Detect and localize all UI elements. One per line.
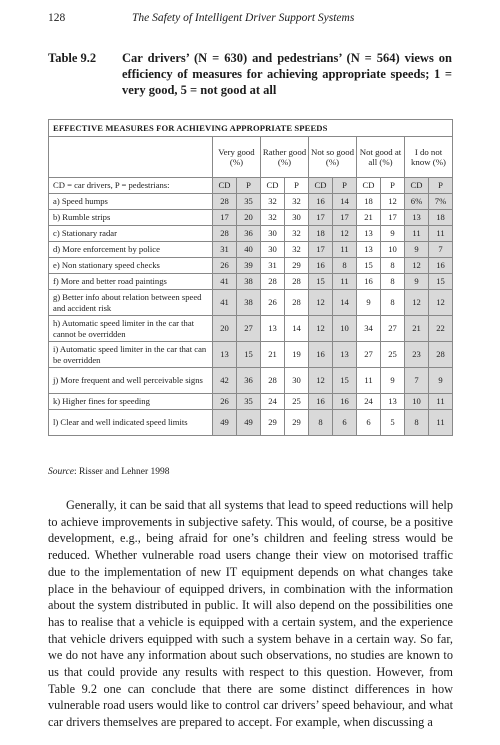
table-cell: 15 [357,258,381,274]
table-cell: 11 [333,274,357,290]
table-cell: 35 [237,194,261,210]
table-cell: 41 [213,274,237,290]
table-cell: 30 [285,368,309,394]
row-label: i) Automatic speed limiter in the car that can be overridden [49,342,213,368]
table-row [49,242,453,258]
running-title: The Safety of Intelligent Driver Support Systems [132,12,355,24]
table-cell: 36 [237,368,261,394]
table-cell: 31 [213,242,237,258]
table-cell: 17 [309,210,333,226]
table-cell: 42 [213,368,237,394]
table-cell: 28 [285,290,309,316]
table-row [49,258,453,274]
table-cell: 13 [381,394,405,410]
table-cell: 34 [357,316,381,342]
table-cell: 27 [357,342,381,368]
subheader-row [49,178,453,194]
table-row [49,410,453,436]
table-cell: 9 [429,368,453,394]
table-cell: 12 [333,226,357,242]
table-cell: 15 [309,274,333,290]
table-cell: 11 [429,410,453,436]
row-label: h) Automatic speed limiter in the car that cannot be overridden [49,316,213,342]
table-cell: 30 [261,226,285,242]
table-cell: 11 [429,394,453,410]
table-cell: 14 [333,290,357,316]
table-cell: 24 [261,394,285,410]
table-cell: 16 [309,394,333,410]
table-cell: 10 [333,316,357,342]
table-cell: 8 [381,290,405,316]
table-cell: 18 [357,194,381,210]
table-cell: 32 [285,242,309,258]
table-cell: 38 [237,274,261,290]
table-cell: 12 [309,316,333,342]
group-header: Very good (%) [213,137,261,178]
row-label: c) Stationary radar [49,226,213,242]
table-cell: 28 [213,226,237,242]
row-label: k) Higher fines for speeding [49,394,213,410]
table-cell: 6 [357,410,381,436]
table-cell: 17 [333,210,357,226]
table-cell: 8 [333,258,357,274]
table-cell: 12 [381,194,405,210]
table-cell: 13 [333,342,357,368]
subheader-cell: P [285,178,309,194]
table-cell: 39 [237,258,261,274]
table-source [48,467,170,477]
row-label: j) More frequent and well perceivable signs [49,368,213,394]
table-cell: 8 [381,258,405,274]
table-cell: 15 [237,342,261,368]
table-cell: 24 [357,394,381,410]
table-cell: 16 [429,258,453,274]
table-cell: 18 [429,210,453,226]
table-cell: 41 [213,290,237,316]
table-cell: 7% [429,194,453,210]
table-cell: 9 [381,226,405,242]
table-row [49,290,453,316]
table-cell: 14 [333,194,357,210]
table-header-blank [49,137,213,178]
table-cell: 31 [261,258,285,274]
table-cell: 19 [285,342,309,368]
table-cell: 6 [333,410,357,436]
table-cell: 15 [429,274,453,290]
subheader-cell: P [333,178,357,194]
row-label: b) Rumble strips [49,210,213,226]
table-cell: 8 [309,410,333,436]
table-cell: 8 [381,274,405,290]
table-cell: 7 [429,242,453,258]
table-caption [48,50,452,98]
table-cell: 13 [357,242,381,258]
table-cell: 12 [309,290,333,316]
group-header: I do not know (%) [405,137,453,178]
table-cell: 9 [381,368,405,394]
table-cell: 21 [357,210,381,226]
table-cell: 28 [261,368,285,394]
table-cell: 14 [285,316,309,342]
table-cell: 21 [261,342,285,368]
group-header: Not good at all (%) [357,137,405,178]
table-cell: 13 [261,316,285,342]
group-header: Rather good (%) [261,137,309,178]
table-cell: 32 [261,194,285,210]
group-header: Not so good (%) [309,137,357,178]
table-cell: 28 [285,274,309,290]
table-cell: 30 [261,242,285,258]
table-cell: 28 [429,342,453,368]
table-caption-label: Table 9.2 [48,51,97,65]
table-cell: 16 [309,342,333,368]
running-head [48,12,452,24]
table-row [49,368,453,394]
table-cell: 27 [237,316,261,342]
table-cell: 49 [237,410,261,436]
table-cell: 25 [285,394,309,410]
table-cell: 9 [405,274,429,290]
subheader-cell: CD [357,178,381,194]
subheader-cell: CD [261,178,285,194]
table-cell: 28 [261,274,285,290]
table-cell: 15 [333,368,357,394]
table-cell: 16 [357,274,381,290]
table-cell: 20 [237,210,261,226]
row-label: l) Clear and well indicated speed limits [49,410,213,436]
table-cell: 9 [357,290,381,316]
table-cell: 16 [333,394,357,410]
table-cell: 17 [381,210,405,226]
table-cell: 12 [309,368,333,394]
table-cell: 35 [237,394,261,410]
table-cell: 30 [285,210,309,226]
subheader-cell: P [429,178,453,194]
table-cell: 10 [405,394,429,410]
table-cell: 36 [237,226,261,242]
table-cell: 17 [309,242,333,258]
source-label: Source [48,467,75,477]
table-cell: 27 [381,316,405,342]
table-cell: 11 [333,242,357,258]
table-row [49,226,453,242]
page-number: 128 [48,12,66,24]
subheader-cell: P [381,178,405,194]
table-cell: 20 [213,316,237,342]
table-cell: 29 [261,410,285,436]
table-cell: 29 [285,410,309,436]
table-caption-text: Car drivers’ (N = 630) and pedestrians’ (N = 564) views on efficiency of measures for achieving appropriate speeds; 1 = very good, 5 = not good at all [122,51,452,97]
table-cell: 13 [405,210,429,226]
source-text: : Risser and Lehner 1998 [74,467,170,477]
table-title: EFFECTIVE MEASURES FOR ACHIEVING APPROPRIATE SPEEDS [49,120,453,137]
table-row [49,274,453,290]
table-cell: 11 [357,368,381,394]
table-cell: 13 [357,226,381,242]
table-cell: 16 [309,194,333,210]
body-paragraph: Generally, it can be said that all systems that lead to speed reductions will help to achieve improvements in subjective safety. This would, of course, be a positive development, e.g., being afraid for one’s children and feeling stress would be reduced. Whether vulnerable road users change their view on motorised traffic due to the implementation of new IT equipment depends on what changes take place in the behaviour of equipped drivers, in combination with the information about the system distributed in public. It will also depend on the possibilities one has to realise that a vehicle is equipped with a certain system, and the experience that vehicle drivers equipped with such a system behave in a certain way. So far, we do not have any information about such observations, no studies are known to us that could provide any results with respect to this question. However, from Table 9.2 one can conclude that there are some distinct differences in how vulnerable road users would like to control car drivers’ speed behaviour, and what car drivers themselves are prepared to accept. For example, when discussing a [48,498,453,730]
row-label: g) Better info about relation between speed and accident risk [49,290,213,316]
table-cell: 25 [381,342,405,368]
subheader-cell: P [237,178,261,194]
table-cell: 32 [285,226,309,242]
table-cell: 12 [429,290,453,316]
table-cell: 26 [261,290,285,316]
table-row [49,316,453,342]
table-cell: 10 [381,242,405,258]
row-label: f) More and better road paintings [49,274,213,290]
subheader-cell: CD [405,178,429,194]
table-cell: 40 [237,242,261,258]
table-cell: 16 [309,258,333,274]
table-cell: 32 [285,194,309,210]
table-cell: 49 [213,410,237,436]
table-row [49,194,453,210]
table-row [49,210,453,226]
table-cell: 6% [405,194,429,210]
table-cell: 21 [405,316,429,342]
table-cell: 5 [381,410,405,436]
table-row [49,342,453,368]
table-row [49,394,453,410]
row-label: e) Non stationary speed checks [49,258,213,274]
table-cell: 11 [429,226,453,242]
row-label: a) Speed humps [49,194,213,210]
subheader-cell: CD [213,178,237,194]
table-cell: 11 [405,226,429,242]
subheader-cell: CD [309,178,333,194]
table-cell: 26 [213,258,237,274]
table-cell: 13 [213,342,237,368]
table-cell: 38 [237,290,261,316]
table-cell: 12 [405,258,429,274]
table-cell: 18 [309,226,333,242]
table-cell: 32 [261,210,285,226]
table-cell: 29 [285,258,309,274]
measures-table [48,119,453,436]
table-cell: 8 [405,410,429,436]
table-cell: 17 [213,210,237,226]
subheader-label: CD = car drivers, P = pedestrians: [49,178,213,194]
table-cell: 9 [405,242,429,258]
table-cell: 26 [213,394,237,410]
table-cell: 12 [405,290,429,316]
table-cell: 28 [213,194,237,210]
table-cell: 23 [405,342,429,368]
table-cell: 22 [429,316,453,342]
row-label: d) More enforcement by police [49,242,213,258]
table-cell: 7 [405,368,429,394]
